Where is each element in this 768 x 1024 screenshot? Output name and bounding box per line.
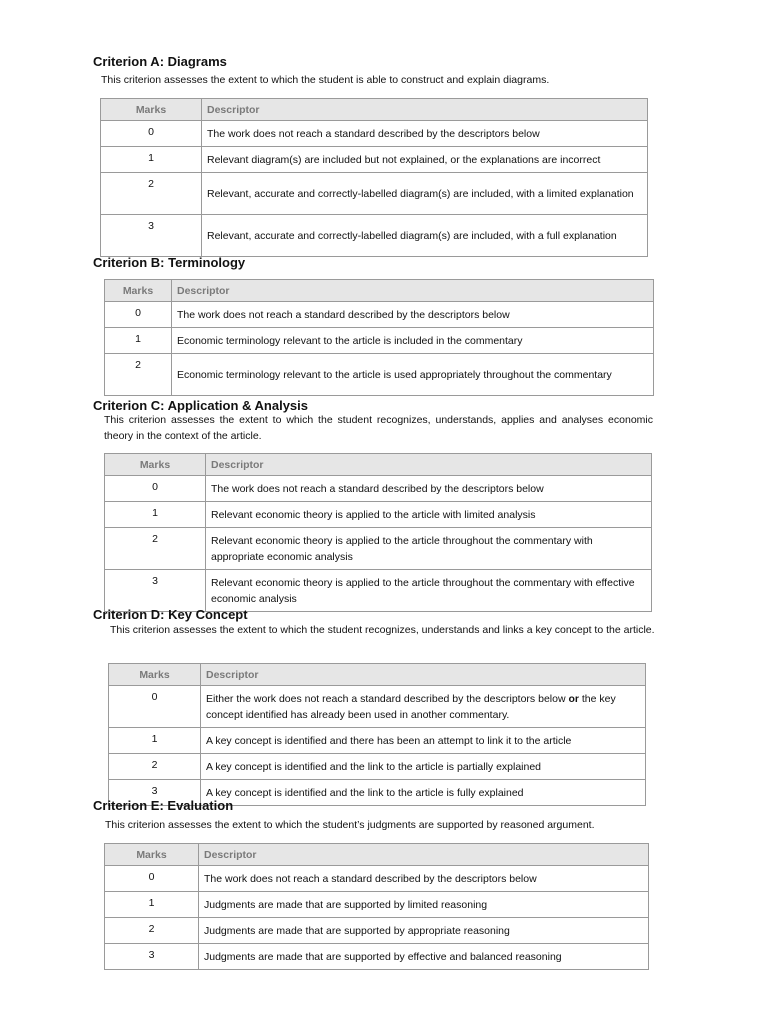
marks-header: Marks <box>105 844 199 866</box>
table-row <box>101 121 648 147</box>
mark-cell: 2 <box>101 173 202 215</box>
mark-cell: 1 <box>109 728 201 754</box>
descriptor-header: Descriptor <box>172 280 654 302</box>
mark-cell: 0 <box>105 302 172 328</box>
table-row <box>105 570 652 612</box>
descriptor-cell: Relevant economic theory is applied to the article with limited analysis <box>206 502 652 528</box>
descriptor-cell: A key concept is identified and the link to the article is fully explained <box>201 780 646 806</box>
table-row <box>105 302 654 328</box>
criterion-c-heading: Criterion C: Application & Analysis <box>93 398 309 413</box>
marks-header: Marks <box>105 280 172 302</box>
descriptor-cell: Economic terminology relevant to the article is used appropriately throughout the commentary <box>172 354 654 396</box>
table-row <box>101 147 648 173</box>
criterion-e-intro: This criterion assesses the extent to which the student’s judgments are supported by reasoned argument. <box>105 819 595 831</box>
mark-cell: 1 <box>101 147 202 173</box>
descriptor-cell: Judgments are made that are supported by effective and balanced reasoning <box>199 944 649 970</box>
table-row <box>101 173 648 215</box>
descriptor-cell: A key concept is identified and the link to the article is partially explained <box>201 754 646 780</box>
table-header-row <box>105 280 654 302</box>
descriptor-cell: A key concept is identified and there has been an attempt to link it to the article <box>201 728 646 754</box>
table-row <box>109 686 646 728</box>
table-header-row <box>105 844 649 866</box>
mark-cell: 1 <box>105 502 206 528</box>
mark-cell: 3 <box>109 780 201 806</box>
descriptor-cell: Judgments are made that are supported by limited reasoning <box>199 892 649 918</box>
mark-cell: 0 <box>105 476 206 502</box>
mark-cell: 0 <box>101 121 202 147</box>
criterion-b-heading: Criterion B: Terminology <box>93 255 246 270</box>
descriptor-header: Descriptor <box>202 99 648 121</box>
marks-header: Marks <box>105 454 206 476</box>
criterion-e-heading: Criterion E: Evaluation <box>93 798 234 813</box>
descriptor-cell: Relevant, accurate and correctly-labelled diagram(s) are included, with a limited explanation <box>202 173 648 215</box>
criterion-a-intro: This criterion assesses the extent to which the student is able to construct and explain diagrams. <box>101 74 550 86</box>
table-row <box>105 328 654 354</box>
descriptor-cell <box>201 686 646 728</box>
descriptor-cell: The work does not reach a standard described by the descriptors below <box>202 121 648 147</box>
descriptor-emphasis: or <box>568 692 579 705</box>
criterion-d-intro: This criterion assesses the extent to which the student recognizes, understands and links a key concept to the article. <box>110 624 655 636</box>
table-row <box>101 215 648 257</box>
criterion-d-heading: Criterion D: Key Concept <box>93 607 248 622</box>
table-header-row <box>105 454 652 476</box>
table-row <box>109 754 646 780</box>
mark-cell: 2 <box>105 354 172 396</box>
criterion-a-heading: Criterion A: Diagrams <box>93 54 227 69</box>
descriptor-cell: Economic terminology relevant to the article is included in the commentary <box>172 328 654 354</box>
criterion-a-table <box>100 98 648 257</box>
mark-cell: 0 <box>109 686 201 728</box>
mark-cell: 2 <box>109 754 201 780</box>
descriptor-cell: The work does not reach a standard described by the descriptors below <box>206 476 652 502</box>
mark-cell: 1 <box>105 328 172 354</box>
mark-cell: 3 <box>105 944 199 970</box>
descriptor-text: the key concept identified has already been used in another commentary. <box>206 692 616 721</box>
criterion-e-table <box>104 843 649 970</box>
table-row <box>105 866 649 892</box>
table-header-row <box>109 664 646 686</box>
mark-cell: 2 <box>105 918 199 944</box>
descriptor-cell: Relevant, accurate and correctly-labelled diagram(s) are included, with a full explanation <box>202 215 648 257</box>
mark-cell: 3 <box>105 570 206 612</box>
table-row <box>105 944 649 970</box>
criterion-b-table <box>104 279 654 396</box>
table-row <box>105 892 649 918</box>
table-row <box>105 528 652 570</box>
marks-header: Marks <box>101 99 202 121</box>
table-row <box>105 354 654 396</box>
descriptor-cell: Relevant diagram(s) are included but not explained, or the explanations are incorrect <box>202 147 648 173</box>
descriptor-text: Either the work does not reach a standard described by the descriptors below <box>206 692 569 705</box>
descriptor-cell: Relevant economic theory is applied to the article throughout the commentary with appropriate economic analysis <box>206 528 652 570</box>
mark-cell: 0 <box>105 866 199 892</box>
table-row <box>105 502 652 528</box>
descriptor-cell: Judgments are made that are supported by appropriate reasoning <box>199 918 649 944</box>
descriptor-header: Descriptor <box>206 454 652 476</box>
mark-cell: 1 <box>105 892 199 918</box>
mark-cell: 3 <box>101 215 202 257</box>
criterion-d-table <box>108 663 646 806</box>
criterion-c-table <box>104 453 652 612</box>
mark-cell: 2 <box>105 528 206 570</box>
descriptor-header: Descriptor <box>199 844 649 866</box>
table-header-row <box>101 99 648 121</box>
descriptor-cell: The work does not reach a standard described by the descriptors below <box>172 302 654 328</box>
table-row <box>105 476 652 502</box>
descriptor-cell: The work does not reach a standard described by the descriptors below <box>199 866 649 892</box>
table-row <box>105 918 649 944</box>
marks-header: Marks <box>109 664 201 686</box>
criterion-c-intro: This criterion assesses the extent to which the student recognizes, understands, applies and analyses economic theory in the context of the article. <box>104 414 653 442</box>
descriptor-header: Descriptor <box>201 664 646 686</box>
table-row <box>109 728 646 754</box>
descriptor-cell: Relevant economic theory is applied to the article throughout the commentary with effective economic analysis <box>206 570 652 612</box>
